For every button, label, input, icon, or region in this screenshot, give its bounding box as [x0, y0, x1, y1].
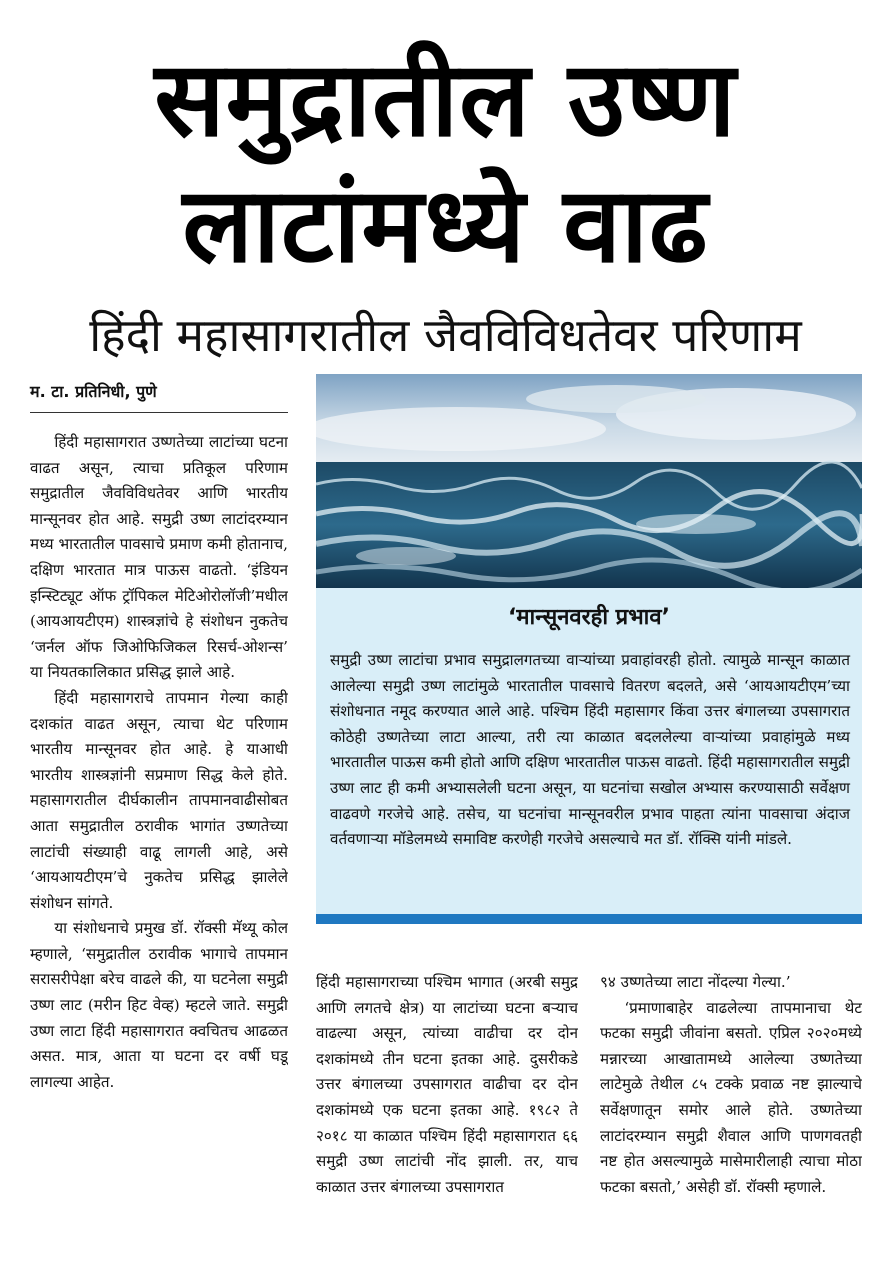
article-paragraph: या संशोधनाचे प्रमुख डॉ. रॉक्सी मॅथ्यू कोल म्हणाले, ‘समुद्रातील ठरावीक भागाचे तापमान सरासरीपेक्षा बरेच वाढले की, या घटनेला समुद्री उष्ण लाट (मरीन हिट वेव्ह) म्हटले जाते. समुद्री उष्ण लाटा हिंदी महासागरात क्वचितच आढळत असत. मात्र, आता या घटना दर वर्षी घडू लागल्या आहेत. [30, 919, 288, 1091]
article-paragraph: हिंदी महासागराच्या पश्चिम भागात (अरबी समुद्र आणि लगतचे क्षेत्र) या लाटांच्या घटना बऱ्याच वाढल्या असून, त्यांच्या वाढीचा दर दोन दशकांमध्ये तीन घटना इतका आहे. दुसरीकडे उत्तर बंगालच्या उपसागरात वाढीचा दर दोन दशकांमध्ये एक घटना इतका आहे. १९८२ ते २०१८ या काळात पश्चिम हिंदी महासागरात ६६ समुद्री उष्ण लाटांची नोंद झाली. तर, याच काळात उत्तर बंगालच्या उपसागरात [316, 973, 578, 1196]
article-paragraph: हिंदी महासागरात उष्णतेच्या लाटांच्या घटना वाढत असून, त्याचा प्रतिकूल परिणाम समुद्रातील जैवविविधतेवर आणि भारतीय मान्सूनवर होत आहे. समुद्री उष्ण लाटांदरम्यान मध्य भारतातील पावसाचे प्रमाण कमी होतानाच, दक्षिण भारतात मात्र पाऊस वाढतो. ‘इंडियन इन्स्टिट्यूट ऑफ ट्रॉपिकल मेटिओरोलॉजी’मधील (आयआयटीएम) शास्त्रज्ञांचे हे संशोधन नुकतेच ‘जर्नल ऑफ जिओफिजिकल रिसर्च-ओशन्स’ या नियतकालिकात प्रसिद्ध झाले आहे. [30, 433, 288, 682]
headline [0, 36, 891, 288]
article-paragraph: ९४ उष्णतेच्या लाटा नोंदल्या गेल्या.’ [600, 973, 791, 991]
sidebar-box [316, 588, 862, 924]
headline-line-1: समुद्रातील उष्ण [154, 38, 737, 160]
subheadline: हिंदी महासागरातील जैवविविधतेवर परिणाम [89, 308, 802, 362]
sidebar-title: ‘मान्सूनवरही प्रभाव’ [508, 605, 670, 630]
ocean-waves-image [316, 374, 862, 588]
article-column-1 [30, 430, 288, 1260]
byline: म. टा. प्रतिनिधी, पुणे [30, 382, 157, 401]
article-paragraph: हिंदी महासागराचे तापमान गेल्या काही दशकांत वाढत असून, त्याचा थेट परिणाम भारतीय मान्सूनवर होत आहे. हे याआधी भारतीय शास्त्रज्ञांनी सप्रमाण सिद्ध केले होते. महासागरातील दीर्घकालीन तापमानवाढीसोबत आता समुद्रातील ठरावीक भागांत उष्णतेच्या लाटांची संख्याही वाढू लागली आहे, असे ‘आयआयटीएम’चे नुकतेच प्रसिद्ध झालेले संशोधन सांगते. [30, 688, 288, 912]
article-column-2 [316, 970, 578, 1260]
article-column-3 [600, 970, 862, 1260]
article-paragraph: ‘प्रमाणाबाहेर वाढलेल्या तापमानाचा थेट फटका समुद्री जीवांना बसतो. एप्रिल २०२०मध्ये मन्नारच्या आखातामध्ये आलेल्या उष्णतेच्या लाटेमुळे तेथील ८५ टक्के प्रवाळ नष्ट झाल्याचे सर्वेक्षणातून समोर आले होते. उष्णतेच्या लाटांदरम्यान समुद्री शैवाल आणि पाणगवतही नष्ट होत असल्यामुळे मासेमारीलाही त्याचा मोठा फटका बसतो,’ असेही डॉ. रॉक्सी म्हणाले. [600, 998, 862, 1196]
headline-line-2: लाटांमध्ये वाढ [182, 164, 709, 286]
ocean-photo [316, 374, 862, 588]
byline-divider [30, 412, 288, 413]
sidebar-body: समुद्री उष्ण लाटांचा प्रभाव समुद्रालगतच्या वाऱ्यांच्या प्रवाहांवरही होतो. त्यामुळे मान्सून काळात आलेल्या समुद्री उष्ण लाटांमुळे भारतातील पावसाचे वितरण बदलते, असे ‘आयआयटीएम’च्या संशोधनात नमूद करण्यात आले आहे. पश्चिम हिंदी महासागर किंवा उत्तर बंगालच्या उपसागरात कोठेही उष्णतेच्या लाटा आल्या, तरी त्या काळात बदललेल्या वाऱ्यांच्या प्रवाहांमुळे मध्य भारतातील पाऊस कमी होतो आणि दक्षिण भारतातील पाऊस वाढतो. हिंदी महासागरातील समुद्री उष्ण लाट ही कमी अभ्यासलेली घटना असून, या घटनांचा सखोल अभ्यास करण्यासाठी सर्वेक्षण वाढवणे गरजेचे आहे. तसेच, या घटनांचा मान्सूनवरील प्रभाव पाहता त्यांना पावसाचा अंदाज वर्तवणाऱ्या मॉडेलमध्ये समाविष्ट करणेही गरजेचे असल्याचे मत डॉ. रॉक्सि यांनी मांडले. [330, 651, 850, 849]
